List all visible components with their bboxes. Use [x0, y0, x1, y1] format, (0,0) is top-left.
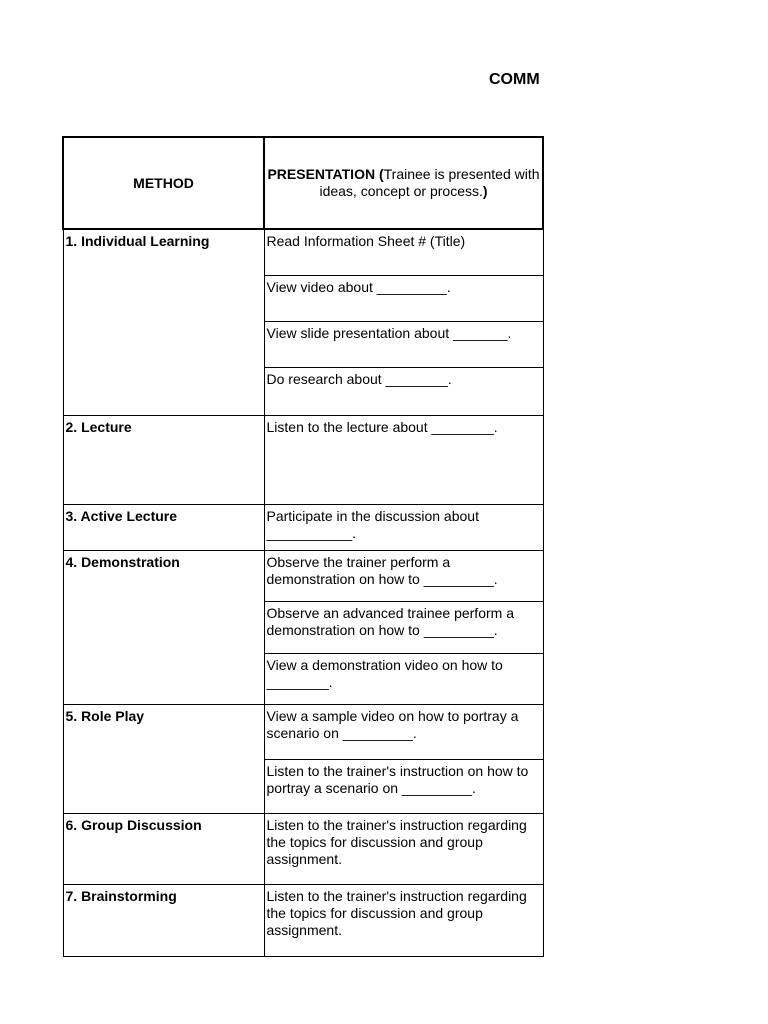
table-row [63, 885, 543, 957]
presentation-header-close: ) [482, 183, 488, 199]
activity-item: View a sample video on how to portray a scenario on _________. [265, 705, 543, 760]
presentation-activity-list [265, 705, 543, 813]
activity-item: Participate in the discussion about ___________. [264, 505, 543, 551]
methods-table [62, 136, 544, 957]
activity-item: Observe an advanced trainee perform a demonstration on how to _________. [265, 602, 543, 654]
activity-item: Listen to the trainer's instruction regarding the topics for discussion and group assignment. [264, 885, 543, 957]
table-row [63, 705, 543, 814]
page-title: COMM [489, 71, 540, 88]
presentation-cell [264, 705, 543, 814]
presentation-column-header [264, 137, 543, 229]
activity-item: Do research about ________. [266, 371, 452, 387]
presentation-cell [264, 229, 543, 416]
activity-item: Listen to the trainer's instruction regarding the topics for discussion and group assignment. [264, 814, 543, 885]
table-row [63, 229, 543, 416]
table-header-row [63, 137, 543, 229]
activity-item: Observe the trainer perform a demonstration on how to _________. [265, 551, 543, 602]
table-row [63, 551, 543, 705]
method-cell: 3. Active Lecture [63, 505, 264, 551]
activity-item: View video about _________. [265, 276, 543, 322]
activity-item: View a demonstration video on how to ________. [266, 657, 503, 690]
method-column-header: METHOD [63, 137, 264, 229]
method-cell: 6. Group Discussion [63, 814, 264, 885]
method-cell: 4. Demonstration [63, 551, 264, 705]
method-cell: 1. Individual Learning [63, 229, 264, 416]
presentation-activity-list [265, 551, 543, 704]
activity-item: View slide presentation about _______. [265, 322, 543, 368]
presentation-header-label: PRESENTATION ( [267, 166, 384, 182]
presentation-activity-list [265, 230, 543, 415]
table-row [63, 505, 543, 551]
presentation-header-description: Trainee is presented with ideas, concept or process. [319, 166, 540, 199]
method-cell: 5. Role Play [63, 705, 264, 814]
activity-item: Listen to the trainer's instruction on how to portray a scenario on _________. [266, 763, 529, 796]
method-cell: 2. Lecture [63, 416, 264, 505]
table-row [63, 416, 543, 505]
activity-item: Listen to the lecture about ________. [264, 416, 543, 505]
activity-item: Read Information Sheet # (Title) [265, 230, 543, 276]
method-cell: 7. Brainstorming [63, 885, 264, 957]
table-row [63, 814, 543, 885]
presentation-cell [264, 551, 543, 705]
